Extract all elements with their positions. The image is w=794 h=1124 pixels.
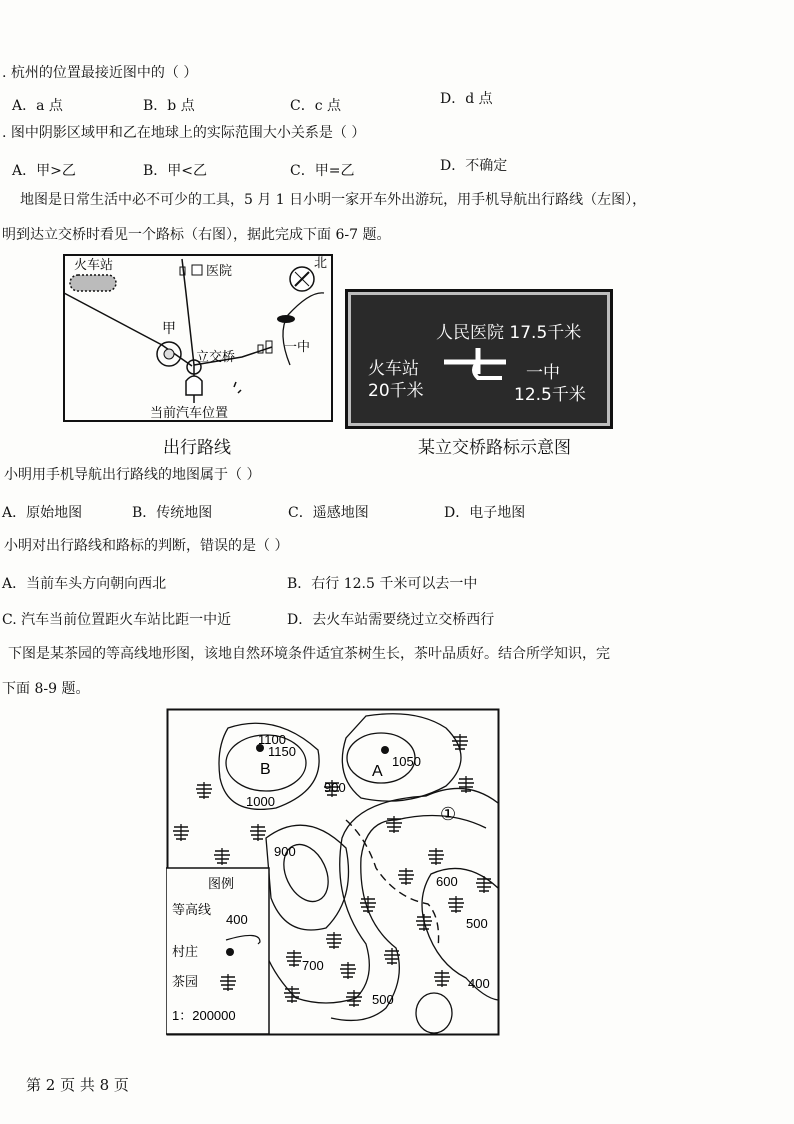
contour-label-500-b: 500: [372, 992, 394, 1007]
q4-option-c[interactable]: C．c 点: [290, 98, 342, 114]
intro-8-9-line2: 下面 8-9 题。: [2, 681, 90, 697]
q6-option-d[interactable]: D．电子地图: [444, 505, 526, 521]
route-map-caption: 出行路线: [163, 438, 231, 458]
q6-option-a[interactable]: A．原始地图: [2, 505, 83, 521]
sign-station-name: 火车站: [368, 359, 419, 379]
q5-option-c[interactable]: C．甲=乙: [290, 163, 355, 179]
point-a-summit: [381, 746, 389, 754]
interchange-label: 立交桥: [196, 349, 236, 364]
contour-label-900-a: 900: [324, 780, 346, 795]
page-footer: 第 2 页 共 8 页: [26, 1076, 129, 1094]
current-position-label: 当前汽车位置: [150, 405, 229, 420]
contour-label-1000: 1000: [246, 794, 275, 809]
sign-caption: 某立交桥路标示意图: [418, 438, 571, 458]
legend-title: 图例: [208, 876, 235, 891]
contour-label-700: 700: [302, 958, 324, 973]
q7-option-a[interactable]: A．当前车头方向朝向西北: [2, 576, 167, 592]
q6-option-b[interactable]: B．传统地图: [132, 505, 213, 521]
q4-option-b[interactable]: B．b 点: [143, 98, 195, 114]
contour-label-900-b: 900: [274, 844, 296, 859]
q7-option-c[interactable]: C. 汽车当前位置距火车站比距一中近: [2, 612, 232, 628]
q7-stem: 小明对出行路线和路标的判断，错误的是（ ）: [4, 538, 289, 554]
sign-hospital: 人民医院 17.5千米: [436, 323, 582, 343]
intro-6-7-line1: 地图是日常生活中必不可少的工具，5 月 1 日小明一家开车外出游玩，用手机导航出行路线（左图），: [20, 192, 647, 208]
sign-station-distance: 20千米: [368, 381, 424, 401]
legend-village: 村庄: [172, 944, 199, 959]
route-map: [62, 253, 334, 425]
q5-stem: . 图中阴影区域甲和乙在地球上的实际范围大小关系是（ ）: [2, 125, 366, 141]
q5-option-d[interactable]: D．不确定: [440, 158, 508, 174]
school-label: 一中: [284, 339, 311, 354]
sign-arrow-icon: [440, 344, 510, 390]
legend-contour-value: 400: [226, 912, 248, 927]
q4-option-a[interactable]: A．a 点: [12, 98, 63, 114]
intro-8-9-line1: 下图是某茶园的等高线地形图，该地自然环境条件适宜茶树生长，茶叶品质好。结合所学知识，完: [8, 646, 610, 662]
q6-option-c[interactable]: C．遥感地图: [288, 505, 369, 521]
legend-contour: 等高线: [172, 902, 212, 917]
q7-option-b[interactable]: B．右行 12.5 千米可以去一中: [287, 576, 478, 592]
contour-label-500-a: 500: [466, 916, 488, 931]
hospital-label: 医院: [206, 263, 233, 278]
jia-label: 甲: [162, 320, 176, 336]
sign-school-name: 一中: [526, 363, 560, 383]
marker-1: ①: [440, 804, 457, 825]
q5-option-b[interactable]: B．甲<乙: [143, 163, 208, 179]
contour-label-1150: 1150: [268, 744, 296, 759]
legend-tea: 茶园: [172, 974, 199, 989]
contour-label-400: 400: [468, 976, 490, 991]
station-label: 火车站: [74, 257, 114, 272]
q5-option-a[interactable]: A．甲>乙: [12, 163, 76, 179]
tea-garden-contour-map: [166, 708, 500, 1036]
contour-label-600: 600: [436, 874, 458, 889]
contour-label-1100: 1100: [258, 732, 286, 747]
north-label: 北: [314, 255, 328, 270]
point-a-label: A: [372, 763, 383, 780]
q4-stem: . 杭州的位置最接近图中的（ ）: [2, 65, 198, 81]
intro-6-7-line2: 明到达立交桥时看见一个路标（右图），据此完成下面 6-7 题。: [2, 227, 391, 243]
legend-scale: 1：200000: [172, 1008, 236, 1023]
q7-option-d[interactable]: D．去火车站需要绕过立交桥西行: [287, 612, 495, 628]
interchange-sign: [345, 289, 613, 429]
sign-school-distance: 12.5千米: [514, 385, 586, 405]
point-b-label: B: [260, 761, 271, 778]
contour-label-1050: 1050: [392, 754, 421, 769]
q6-stem: 小明用手机导航出行路线的地图属于（ ）: [4, 467, 261, 483]
q4-option-d[interactable]: D．d 点: [440, 91, 493, 107]
